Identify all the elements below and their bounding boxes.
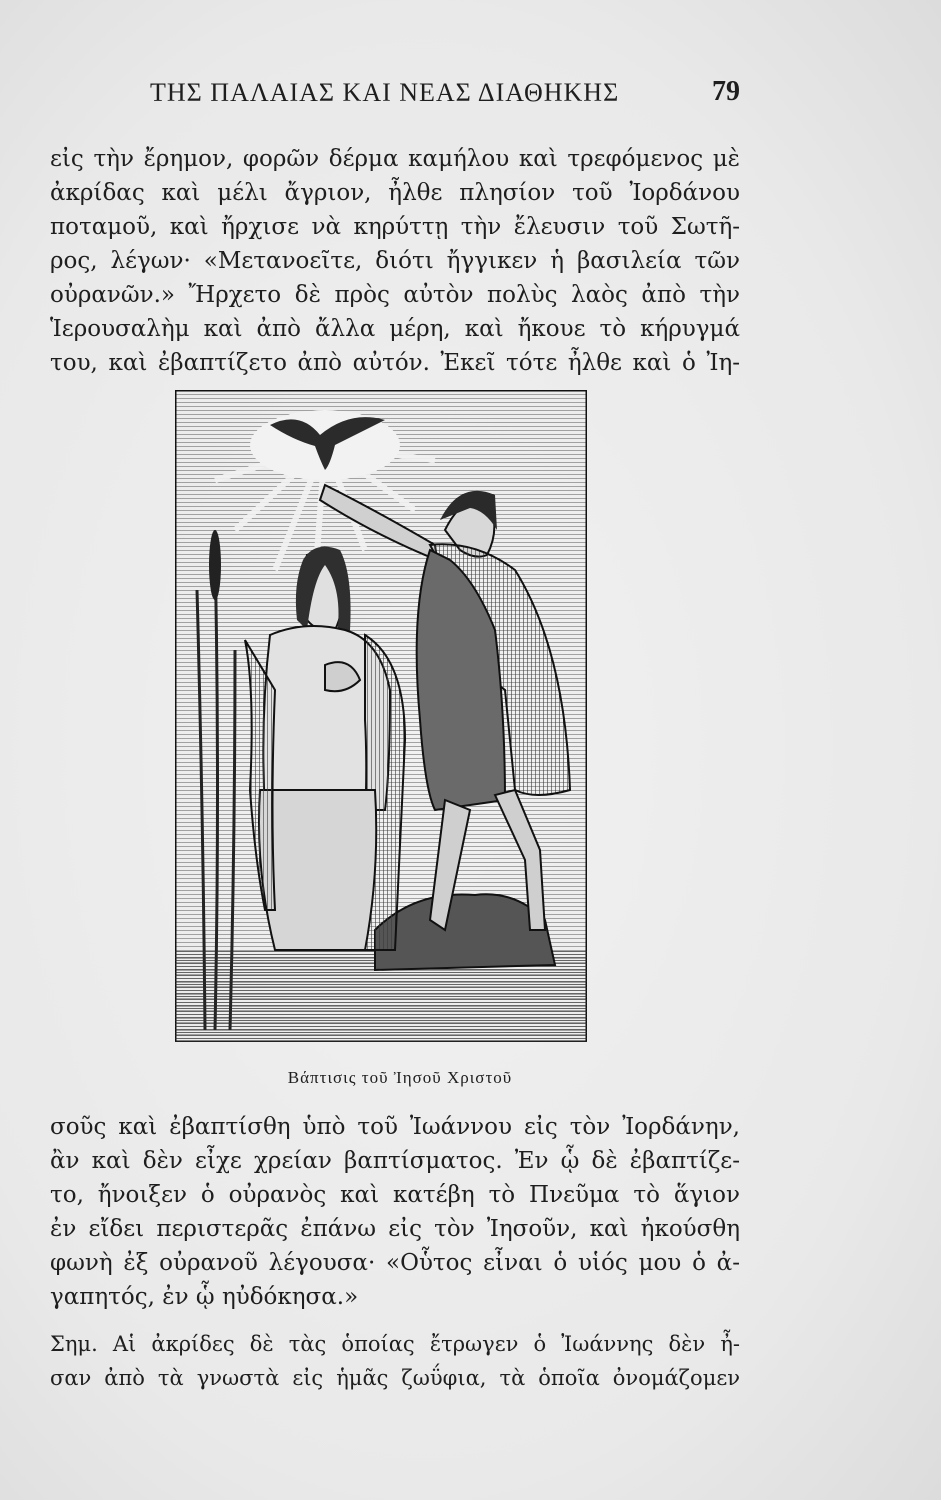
baptism-engraving bbox=[175, 390, 587, 1042]
running-head: ΤΗΣ ΠΑΛΑΙΑΣ ΚΑΙ ΝΕΑΣ ΔΙΑΘΗΚΗΣ bbox=[150, 78, 620, 107]
text-line: εἰς τὴν ἔρημον, φορῶν δέρμα καμήλου καὶ τρεφόμενος μὲ bbox=[50, 146, 740, 172]
page-header bbox=[150, 72, 740, 112]
text-line: φωνὴ ἐξ οὐρανοῦ λέγουσα· «Οὗτος εἶναι ὁ υἱός μου ὁ ἀ- bbox=[50, 1250, 740, 1276]
text-line: του, καὶ ἐβαπτίζετο ἀπὸ αὐτόν. Ἐκεῖ τότε ἦλθε καὶ ὁ Ἰη- bbox=[50, 350, 740, 376]
text-line: Ἱερουσαλὴμ καὶ ἀπὸ ἄλλα μέρη, καὶ ἤκουε τὸ κήρυγμά bbox=[50, 316, 740, 342]
paragraph-top bbox=[50, 142, 740, 380]
figure-caption: Βάπτισις τοῦ Ἰησοῦ Χριστοῦ bbox=[287, 1068, 513, 1087]
text-line: οὐρανῶν.» Ἤρχετο δὲ πρὸς αὐτὸν πολὺς λαὸς ἀπὸ τὴν bbox=[50, 282, 740, 308]
text-line: ρος, λέγων· «Μετανοεῖτε, διότι ἤγγικεν ἡ βασιλεία τῶν bbox=[50, 248, 740, 274]
paragraph-middle bbox=[50, 1110, 740, 1314]
text-line: το, ἤνοιξεν ὁ οὐρανὸς καὶ κατέβη τὸ Πνεῦμα τὸ ἅγιον bbox=[50, 1182, 740, 1208]
text-line: σαν ἀπὸ τὰ γνωστὰ εἰς ἡμᾶς ζωΰφια, τὰ ὁποῖα ὀνομάζομεν bbox=[50, 1366, 740, 1390]
text-line: Σημ. Αἱ ἀκρίδες δὲ τὰς ὁποίας ἔτρωγεν ὁ Ἰωάννης δὲν ἦ- bbox=[50, 1332, 740, 1356]
text-line: σοῦς καὶ ἐβαπτίσθη ὑπὸ τοῦ Ἰωάννου εἰς τὸν Ἰορδάνην, bbox=[50, 1114, 740, 1140]
text-line: ποταμοῦ, καὶ ἤρχισε νὰ κηρύττῃ τὴν ἔλευσιν τοῦ Σωτῆ- bbox=[50, 214, 740, 240]
text-line: ἀκρίδας καὶ μέλι ἄγριον, ἦλθε πλησίον τοῦ Ἰορδάνου bbox=[50, 180, 740, 206]
text-line: ἂν καὶ δὲν εἶχε χρείαν βαπτίσματος. Ἐν ᾧ δὲ ἐβαπτίζε- bbox=[50, 1148, 740, 1174]
footnote bbox=[50, 1327, 740, 1395]
page-number: 79 bbox=[712, 76, 740, 107]
text-line: γαπητός, ἐν ᾧ ηὐδόκησα.» bbox=[50, 1284, 359, 1310]
text-line: ἐν εἴδει περιστερᾶς ἐπάνω εἰς τὸν Ἰησοῦν, καὶ ἠκούσθη bbox=[50, 1216, 740, 1242]
